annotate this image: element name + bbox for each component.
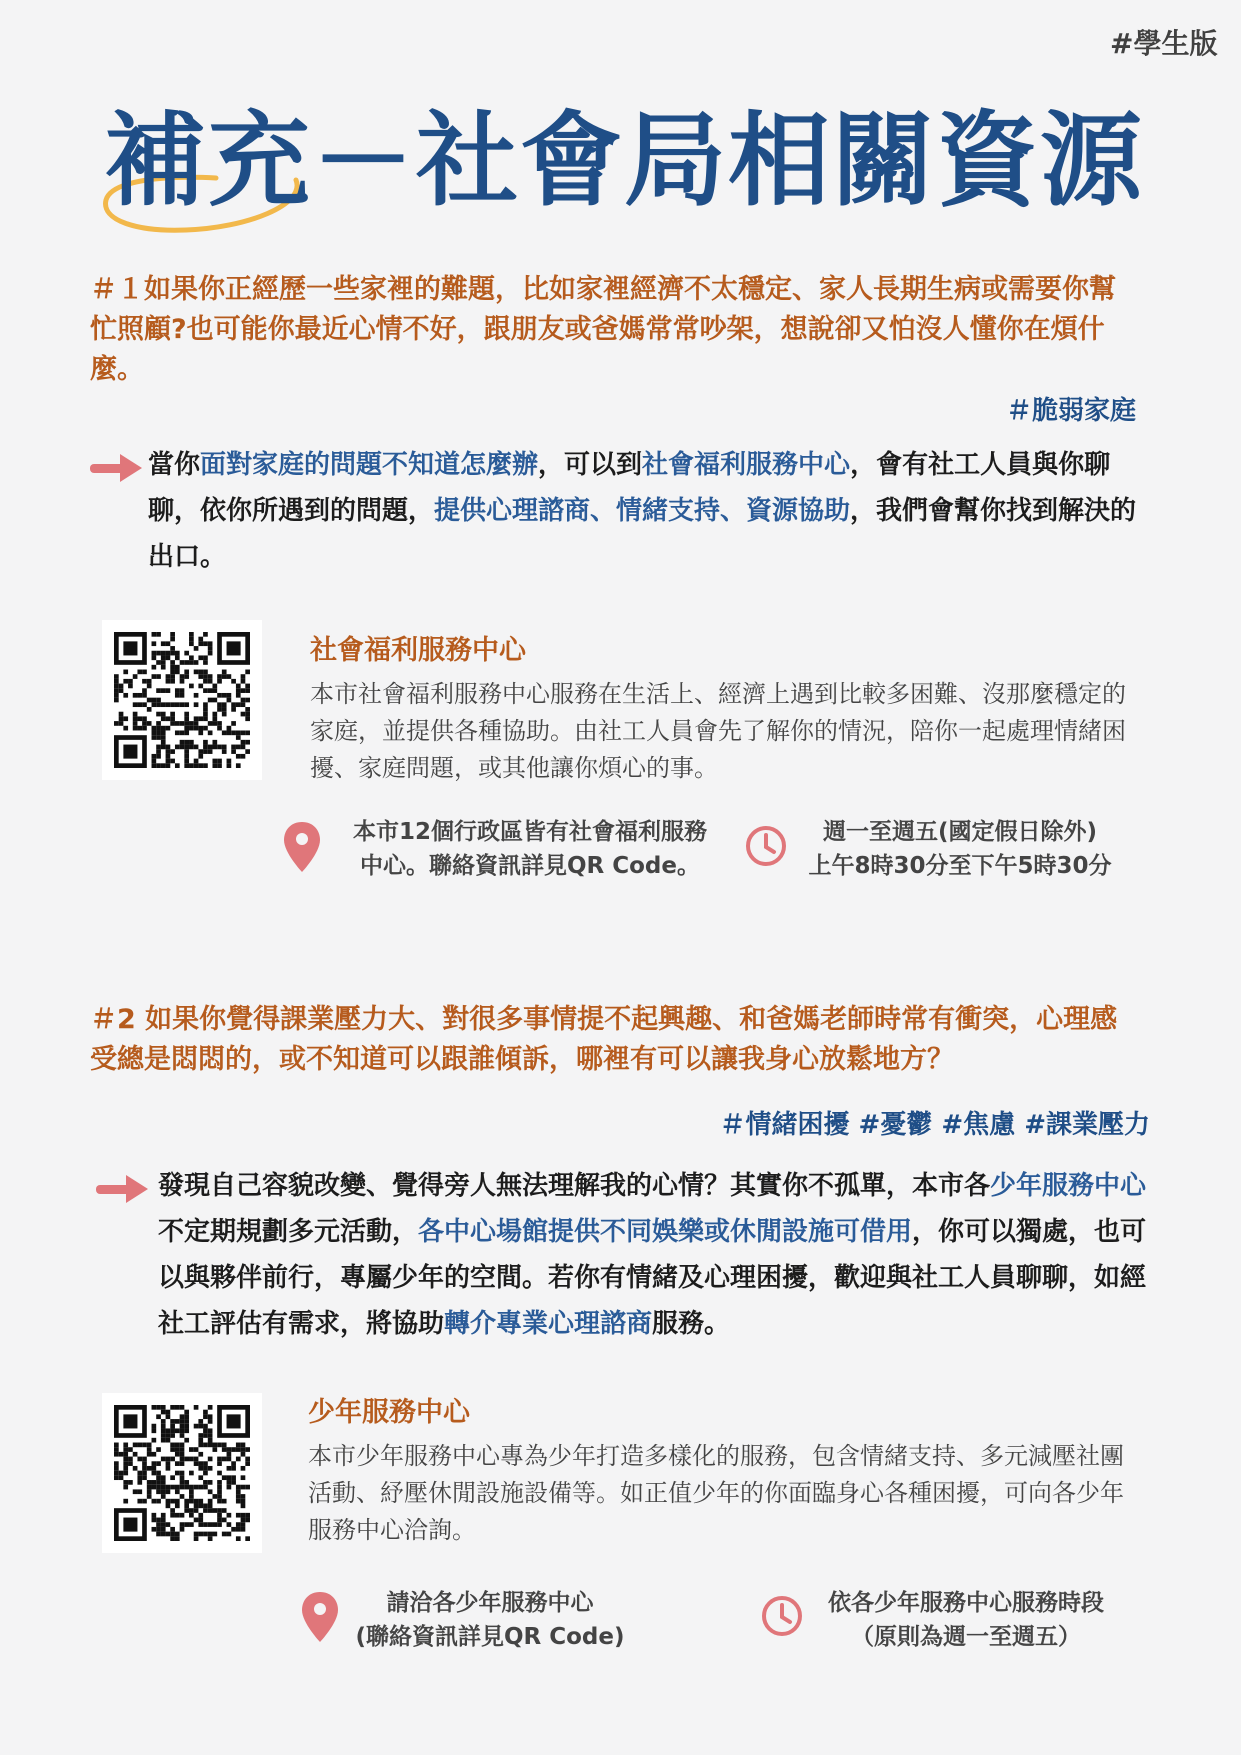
map-pin-icon bbox=[282, 820, 322, 874]
section2-qr-code[interactable] bbox=[102, 1393, 262, 1553]
section1-qr-code[interactable] bbox=[102, 620, 262, 780]
body-text-segment: 不定期規劃多元活動， bbox=[158, 1217, 419, 1247]
section1-question: ＃１如果你正經歷一些家裡的難題，比如家裡經濟不太穩定、家人長期生病或需要你幫忙照顧?也可能你最近心情不好，跟朋友或爸媽常常吵架，想說卻又怕沒人懂你在煩什麼。 bbox=[90, 274, 1116, 385]
body-text-segment: ，可以到 bbox=[538, 450, 643, 480]
version-badge: #學生版 bbox=[1110, 27, 1218, 60]
section1-location-line1: 本市12個行政區皆有社會福利服務 bbox=[352, 819, 707, 845]
section2-tags: ＃情緒困擾 #憂鬱 #焦慮 #課業壓力 bbox=[719, 1110, 1150, 1140]
section1-hours-line2: 上午8時30分至下午5時30分 bbox=[808, 853, 1112, 879]
page-title: 補充－社會局相關資源 bbox=[104, 102, 1144, 221]
highlighted-text: 轉介專業心理諮商 bbox=[444, 1309, 653, 1339]
section1-center-title: 社會福利服務中心 bbox=[310, 635, 526, 666]
highlighted-text: 面對家庭的問題不知道怎麼辦 bbox=[200, 450, 539, 480]
section2-center-description: 本市少年服務中心專為少年打造多樣化的服務，包含情緒支持、多元減壓社團活動、紓壓休閒設施設備等。如正值少年的你面臨身心各種困擾，可向各少年服務中心洽詢。 bbox=[308, 1442, 1124, 1544]
right-arrow-icon bbox=[96, 1175, 148, 1203]
section2-center-title: 少年服務中心 bbox=[308, 1397, 470, 1428]
section2-hours-line1: 依各少年服務中心服務時段 bbox=[828, 1590, 1104, 1616]
qr-code-icon bbox=[114, 632, 250, 768]
section1-hours-line1: 週一至週五(國定假日除外) bbox=[822, 819, 1098, 845]
section1-center-description: 本市社會福利服務中心服務在生活上、經濟上遇到比較多困難、沒那麼穩定的家庭，並提供各種協助。由社工人員會先了解你的情況，陪你一起處理情緒困擾、家庭問題，或其他讓你煩心的事。 bbox=[310, 680, 1126, 782]
map-pin-icon bbox=[300, 1590, 340, 1644]
section1-hours-info bbox=[790, 815, 1130, 883]
section2-location-line2: (聯絡資訊詳見QR Code) bbox=[355, 1624, 625, 1650]
body-text-segment: 當你 bbox=[148, 450, 201, 480]
body-text-segment: ，我們會幫你找到解決的出口。 bbox=[148, 496, 1137, 572]
highlighted-text: 少年服務中心 bbox=[990, 1171, 1147, 1201]
section1-location-line2: 中心。聯絡資訊詳見QR Code。 bbox=[359, 853, 700, 879]
section2-location-info bbox=[340, 1586, 640, 1654]
clock-icon bbox=[760, 1594, 804, 1638]
body-text-segment: ，你可以獨處，也可以與夥伴前行，專屬少年的空間。若你有情緒及心理困擾，歡迎與社工人員聊聊，如經社工評估有需求，將協助 bbox=[158, 1217, 1147, 1339]
highlighted-text: 各中心場館提供不同娛樂或休閒設施可借用 bbox=[418, 1217, 913, 1247]
section1-location-info bbox=[330, 815, 730, 883]
right-arrow-icon bbox=[90, 454, 142, 482]
section2-hours-line2: （原則為週一至週五） bbox=[851, 1624, 1081, 1650]
body-text-segment: 服務。 bbox=[652, 1309, 731, 1339]
section1-tags: ＃脆弱家庭 bbox=[1005, 396, 1136, 426]
section2-location-line1: 請洽各少年服務中心 bbox=[386, 1590, 594, 1616]
section2-hours-info bbox=[806, 1586, 1126, 1654]
highlighted-text: 社會福利服務中心 bbox=[642, 450, 851, 480]
section1-body bbox=[148, 442, 1144, 580]
body-text-segment: ，會有社工人員與你聊聊，依你所遇到的問題， bbox=[148, 450, 1111, 526]
qr-code-icon bbox=[114, 1405, 250, 1541]
highlighted-text: 提供心理諮商、情緒支持、資源協助 bbox=[434, 496, 851, 526]
section2-body bbox=[158, 1163, 1152, 1347]
section2-question: ＃2 如果你覺得課業壓力大、對很多事情提不起興趣、和爸媽老師時常有衝突，心理感受總是悶悶的，或不知道可以跟誰傾訴，哪裡有可以讓我身心放鬆地方？ bbox=[90, 1004, 1118, 1075]
clock-icon bbox=[744, 824, 788, 868]
body-text-segment: 發現自己容貌改變、覺得旁人無法理解我的心情？其實你不孤單，本市各 bbox=[158, 1171, 991, 1201]
